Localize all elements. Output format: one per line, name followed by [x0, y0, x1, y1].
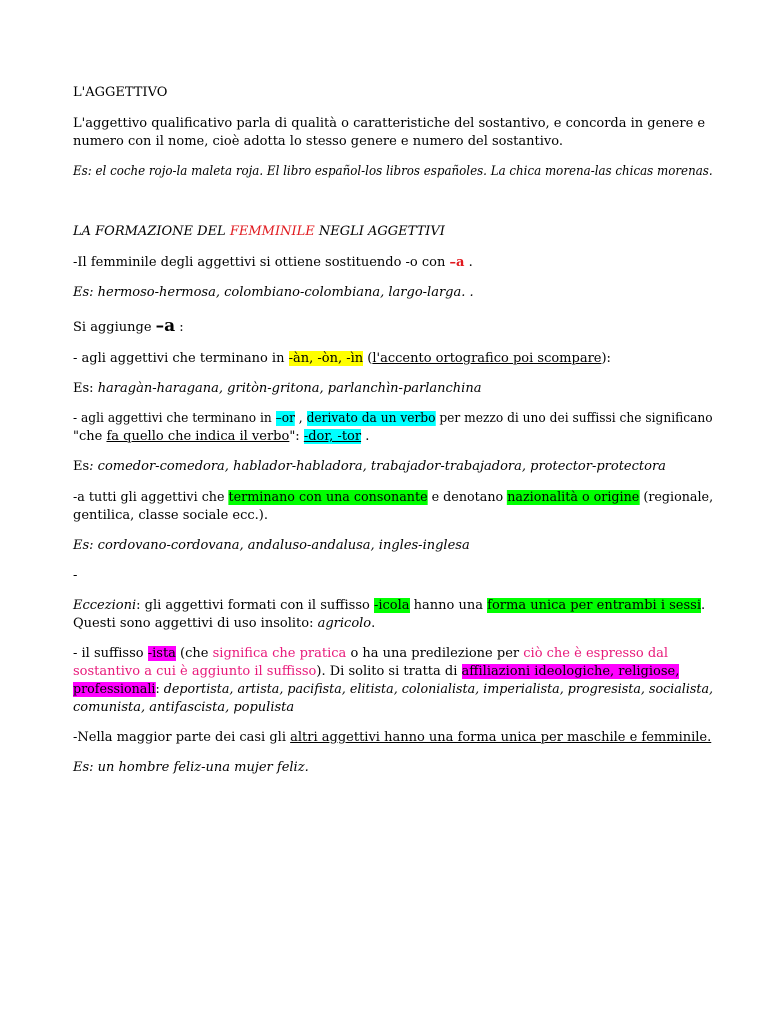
highlight: -àn, -òn, -ìn — [288, 351, 364, 366]
rule-line: - agli aggettivi che terminano in -àn, -òn, -ìn (l'accento ortografico poi scompare): — [73, 351, 611, 366]
example-line: Es: el coche rojo-la maleta roja. El libro español-los libros españoles. La chica morena-las chicas morenas. — [73, 164, 713, 179]
example-line: Es: un hombre feliz-una mujer feliz. — [73, 760, 309, 775]
example-line: Es: hermoso-hermosa, colombiano-colombiana, largo-larga. . — [73, 285, 474, 300]
rule-line: - agli aggettivi che terminano in –or , derivato da un verbo per mezzo di uno dei suffissi che significano — [73, 411, 713, 426]
rule-line-cont: gentilica, classe sociale ecc.). — [73, 508, 268, 523]
exceptions-line-cont: Questi sono aggettivi di uso insolito: agricolo. — [73, 616, 376, 631]
rule-line-cont: "che fa quello che indica il verbo": -dor, -tor . — [73, 429, 370, 444]
section-heading: LA FORMAZIONE DEL FEMMINILE NEGLI AGGETTIVI — [73, 224, 445, 239]
ista-line-cont: comunista, antifascista, populista — [73, 700, 295, 715]
highlight: -icola — [373, 598, 410, 613]
highlight: -dor, -tor — [303, 429, 362, 444]
example-line: Es: cordovano-cordovana, andaluso-andalusa, ingles-inglesa — [73, 538, 470, 553]
highlight: professionali — [73, 682, 156, 697]
ista-line-cont: sostantivo a cui è aggiunto il suffisso). Di solito si tratta di affiliazioni ideologiche, religiose, — [73, 664, 680, 679]
exceptions-line: Eccezioni: gli aggettivi formati con il suffisso -icola hanno una forma unica per entrambi i sessi. — [73, 598, 706, 613]
example-line: Es: comedor-comedora, hablador-habladora, trabajador-trabajadora, protector-protectora — [73, 459, 666, 474]
ista-line-cont: professionali: deportista, artista, pacifista, elitista, colonialista, imperialista, progresista, socialista, — [73, 682, 714, 697]
rule-line: -a tutti gli aggettivi che terminano con una consonante e denotano nazionalità o origine (regionale, — [73, 490, 714, 505]
highlight: forma unica per entrambi i sessi — [487, 598, 701, 613]
ista-line: - il suffisso -ista (che significa che pratica o ha una predilezione per ciò che è espresso dal — [73, 646, 669, 661]
rule-line: -Il femminile degli aggettivi si ottiene sostituendo -o con –a . — [73, 255, 473, 270]
dash-line: - — [73, 568, 78, 583]
highlight: nazionalità o origine — [507, 490, 640, 505]
highlight: derivato da un verbo — [306, 411, 436, 426]
si-aggiunge-line: Si aggiunge –a : — [73, 316, 184, 336]
highlight: –or — [275, 411, 295, 426]
highlight: affiliazioni ideologiche, religiose, — [461, 664, 680, 679]
highlight: terminano con una consonante — [228, 490, 428, 505]
rule-line: -Nella maggior parte dei casi gli altri aggettivi hanno una forma unica per maschile e femminile. — [73, 730, 712, 745]
intro-line-2: numero con il nome, cioè adotta lo stesso genere e numero del sostantivo. — [73, 134, 563, 149]
document-title: L'AGGETTIVO — [73, 85, 168, 100]
intro-line-1: L'aggettivo qualificativo parla di qualità o caratteristiche del sostantivo, e concorda in genere e — [73, 116, 706, 131]
example-line: Es: haragàn-haragana, gritòn-gritona, parlanchìn-parlanchina — [73, 381, 482, 396]
highlight: -ista — [147, 646, 176, 661]
